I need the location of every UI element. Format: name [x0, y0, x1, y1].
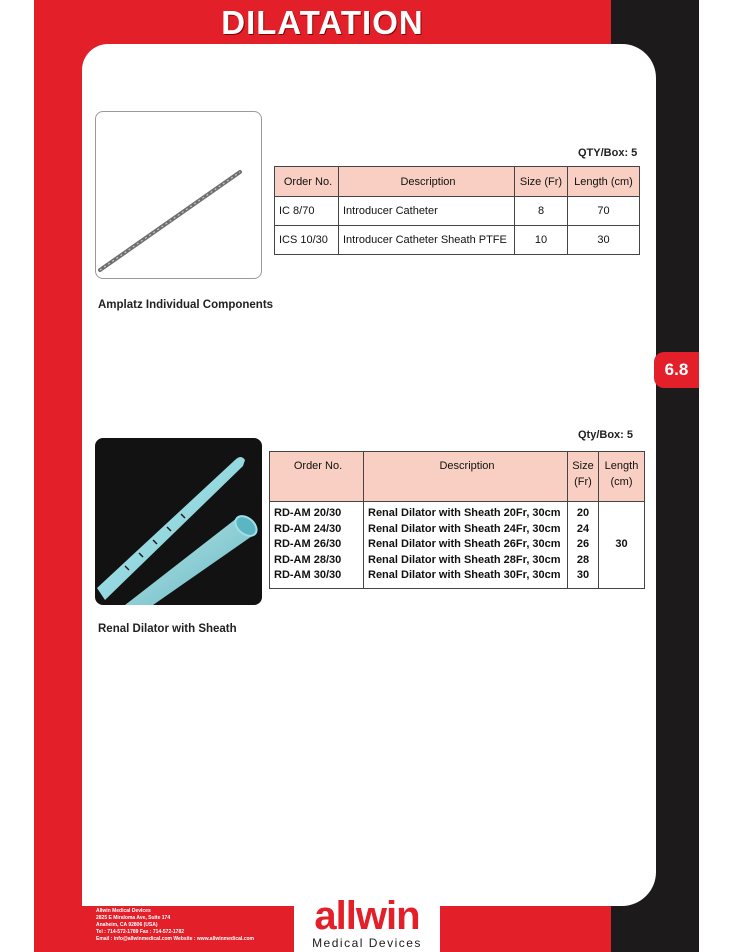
- footer-address-line2: Anaheim, CA 92806 (USA): [96, 922, 158, 928]
- description: Renal Dilator with Sheath 26Fr, 30cm: [368, 538, 561, 550]
- column-header-order: Order No.: [275, 167, 339, 197]
- length-header-line1: Length: [604, 460, 639, 472]
- table-header-row: [275, 167, 640, 197]
- qty-per-box-label: QTY/Box: 5: [578, 147, 638, 159]
- order-number: RD-AM 24/30: [274, 522, 342, 535]
- footer-company: Allwin Medical Devices: [96, 908, 151, 914]
- description: Introducer Catheter Sheath PTFE: [339, 226, 515, 255]
- size: 24: [576, 522, 590, 535]
- allwin-logo: [294, 894, 440, 952]
- table-header-row: [270, 452, 645, 502]
- column-header-length: Length (cm): [568, 167, 640, 197]
- size: 8: [515, 197, 568, 226]
- column-header-size: Size (Fr): [515, 167, 568, 197]
- renal-dilator-table: [269, 451, 645, 589]
- table-row: [275, 226, 640, 255]
- footer-address: [96, 908, 254, 943]
- order-number: IC 8/70: [275, 197, 339, 226]
- order-numbers-cell: [270, 502, 364, 589]
- catheter-image: [95, 111, 262, 279]
- order-number: RD-AM 20/30: [274, 507, 342, 519]
- length-header-line2: (cm): [610, 476, 633, 488]
- length: 30: [568, 226, 640, 255]
- sizes-cell: [568, 502, 599, 589]
- renal-dilator-image: [95, 438, 262, 605]
- size: 28: [576, 553, 590, 566]
- order-number: RD-AM 28/30: [274, 553, 342, 566]
- description: Renal Dilator with Sheath 20Fr, 30cm: [368, 507, 561, 519]
- qty-per-box-label: Qty/Box: 5: [578, 429, 634, 441]
- descriptions-cell: [364, 502, 568, 589]
- column-header-size: [568, 452, 599, 502]
- column-header-order: Order No.: [270, 452, 364, 502]
- column-header-description: Description: [339, 167, 515, 197]
- column-header-description: Description: [364, 452, 568, 502]
- order-number: RD-AM 26/30: [274, 538, 342, 550]
- footer-contact: Email : info@allwinmedical.com Website : www.allwinmedical.com: [96, 936, 254, 942]
- section-tab: 6.8: [654, 352, 699, 388]
- product-caption-amplatz: Amplatz Individual Components: [98, 299, 274, 311]
- catheter-icon: [96, 112, 261, 278]
- column-header-length: [599, 452, 645, 502]
- size: 10: [515, 226, 568, 255]
- description: Renal Dilator with Sheath 30Fr, 30cm: [368, 569, 561, 581]
- renal-dilator-icon: [95, 438, 262, 605]
- logo-wordmark: allwin: [314, 894, 420, 938]
- description: Renal Dilator with Sheath 24Fr, 30cm: [368, 522, 561, 535]
- size-header-line2: (Fr): [574, 476, 592, 488]
- size-header-line1: Size: [572, 460, 594, 472]
- footer-phone: Tel : 714-572-1789 Fax : 714-572-1782: [96, 929, 185, 935]
- table-row: [270, 502, 645, 589]
- amplatz-components-table: [274, 166, 640, 255]
- description: Introducer Catheter: [339, 197, 515, 226]
- description: Renal Dilator with Sheath 28Fr, 30cm: [368, 553, 561, 566]
- page-title: DILATATION: [221, 4, 424, 41]
- product-caption-renal-dilator: Renal Dilator with Sheath: [98, 623, 237, 635]
- length: 70: [568, 197, 640, 226]
- footer-address-line1: 2825 E Miraloma Ave, Suite 174: [96, 915, 171, 921]
- order-number: RD-AM 30/30: [274, 569, 342, 581]
- table-row: [275, 197, 640, 226]
- size: 20: [576, 507, 590, 519]
- order-number: ICS 10/30: [275, 226, 339, 255]
- size: 30: [576, 569, 590, 581]
- length: 30: [599, 502, 645, 589]
- logo-subtitle: Medical Devices: [312, 936, 422, 950]
- size: 26: [576, 538, 590, 550]
